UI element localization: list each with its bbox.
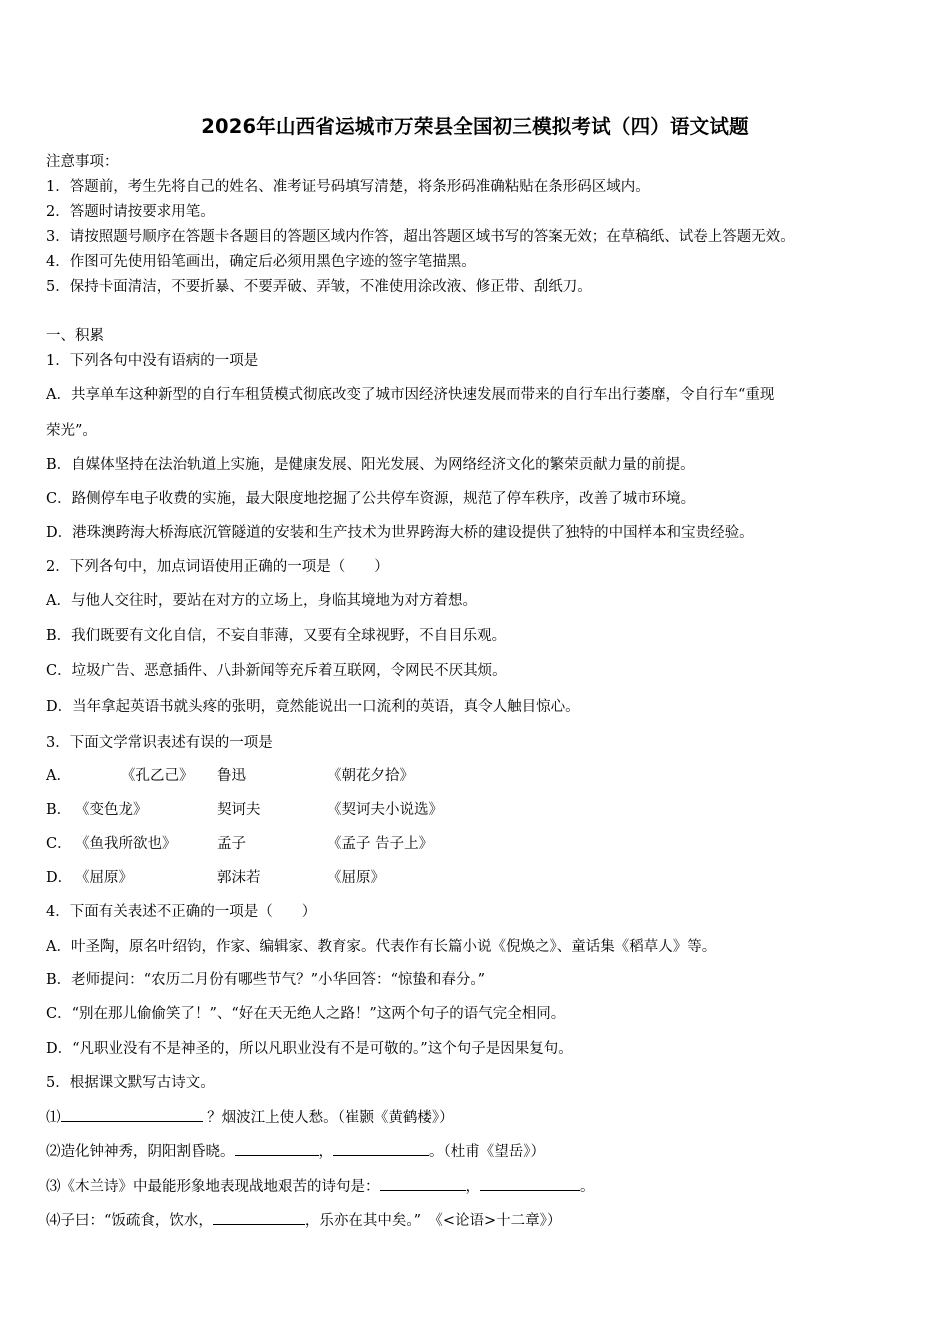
source-book: 《朝花夕拾》: [327, 768, 414, 784]
question-1-option-b: B．自媒体坚持在法治轨道上实施，是健康发展、阳光发展、为网络经济文化的繁荣贡献力量的前提。: [46, 457, 695, 473]
question-4-stem: 4．下面有关表述不正确的一项是（ ）: [46, 904, 317, 920]
question-1-option-a: A．共享单车这种新型的自行车租赁模式彻底改变了城市因经济快速发展而带来的自行车出行萎靡，令自行车“重现: [46, 387, 775, 403]
separator: ，: [318, 1144, 333, 1160]
question-1-option-c: C．路侧停车电子收费的实施，最大限度地挖掘了公共停车资源，规范了停车秩序，改善了城市环境。: [46, 491, 696, 507]
sub-number: ⑴: [46, 1110, 61, 1126]
question-5-sub-4: [46, 1209, 561, 1231]
author: 鲁迅: [217, 768, 246, 784]
work-title: 《孔乙己》: [121, 768, 194, 784]
notice-item: 4．作图可先使用铅笔画出，确定后必须用黑色字迹的签字笔描黑。: [46, 254, 476, 270]
question-5-sub-1: [46, 1106, 454, 1128]
question-5-stem: 5．根据课文默写古诗文。: [46, 1075, 215, 1091]
question-2-option-b: B．我们既要有文化自信，不妄自菲薄，又要有全球视野，不自目乐观。: [46, 628, 507, 644]
answer-blank[interactable]: [213, 1209, 305, 1225]
option-label: A．: [46, 768, 71, 784]
question-2-option-a: A．与他人交往时，要站在对方的立场上，身临其境地为对方着想。: [46, 593, 477, 609]
author: 契诃夫: [217, 802, 261, 818]
exam-title: 2026年山西省运城市万荣县全国初三模拟考试（四）语文试题: [201, 115, 749, 138]
notice-item: 5．保持卡面清洁，不要折暴、不要弄破、弄皱，不准使用涂改液、修正带、刮纸刀。: [46, 279, 592, 295]
answer-blank[interactable]: [380, 1175, 466, 1191]
question-3-option-c: [46, 834, 646, 854]
sub-text: ⑵造化钟神秀，阴阳割昏晓。: [46, 1144, 235, 1160]
question-3-option-d: [46, 868, 646, 888]
source-book: 《孟子 告子上》: [327, 836, 434, 852]
source-book: 《屈原》: [327, 870, 385, 886]
sub-text: 。（杜甫《望岳》）: [429, 1144, 545, 1160]
question-3-option-a: [46, 766, 646, 786]
question-1-option-d: D．港珠澳跨海大桥海底沉管隧道的安装和生产技术为世界跨海大桥的建设提供了独特的中国样本和宝贵经验。: [46, 525, 754, 541]
source-book: 《契诃夫小说选》: [327, 802, 443, 818]
sub-text: ⑶《木兰诗》中最能形象地表现战地艰苦的诗句是：: [46, 1179, 380, 1195]
sub-text: ，乐亦在其中矣。” 《<论语>十二章》）: [304, 1213, 562, 1229]
notice-item: 3．请按照题号顺序在答题卡各题目的答题区域内作答，超出答题区域书写的答案无效；在草稿纸、试卷上答题无效。: [46, 229, 795, 245]
section-heading: 一、积累: [46, 328, 104, 344]
question-1-option-a-cont: 荣光”。: [46, 423, 97, 439]
work-title: 《变色龙》: [75, 802, 148, 818]
question-4-option-b: B．老师提问：“农历二月份有哪些节气？”小华回答：“惊蛰和春分。”: [46, 972, 486, 988]
question-2-stem: 2．下列各句中，加点词语使用正确的一项是（ ）: [46, 559, 389, 575]
question-1-stem: 1．下列各句中没有语病的一项是: [46, 353, 259, 369]
answer-blank[interactable]: [235, 1140, 319, 1156]
question-5-sub-2: [46, 1140, 545, 1162]
notice-heading: 注意事项：: [46, 154, 119, 170]
question-4-option-d: D．“凡职业没有不是神圣的，所以凡职业没有不是可敬的。”这个句子是因果复句。: [46, 1041, 573, 1057]
question-5-sub-3: [46, 1175, 595, 1197]
sub-text: ？烟波江上使人愁。（崔颢《黄鹤楼》）: [207, 1110, 454, 1126]
question-3-stem: 3．下面文学常识表述有误的一项是: [46, 735, 273, 751]
answer-blank[interactable]: [333, 1140, 429, 1156]
notice-item: 1．答题前，考生先将自己的姓名、准考证号码填写清楚，将条形码准确粘贴在条形码区域内。: [46, 179, 650, 195]
option-label: C．: [46, 836, 72, 852]
question-2-option-c: C．垃圾广告、恶意插件、八卦新闻等充斥着互联网，令网民不厌其烦。: [46, 663, 507, 679]
question-2-option-d: D．当年拿起英语书就头疼的张明，竟然能说出一口流利的英语，真令人触目惊心。: [46, 699, 580, 715]
option-label: B．: [46, 802, 72, 818]
option-label: D．: [46, 870, 73, 886]
question-4-option-a: A．叶圣陶，原名叶绍钧，作家、编辑家、教育家。代表作有长篇小说《倪焕之》、童话集《稻草人》等。: [46, 939, 717, 955]
work-title: 《屈原》: [75, 870, 133, 886]
answer-blank[interactable]: [61, 1106, 203, 1122]
sub-text: ⑷子曰：“饭疏食，饮水，: [46, 1213, 213, 1229]
sub-text: 。: [580, 1179, 595, 1195]
work-title: 《鱼我所欲也》: [75, 836, 177, 852]
separator: ，: [465, 1179, 480, 1195]
question-3-option-b: [46, 800, 646, 820]
answer-blank[interactable]: [480, 1175, 580, 1191]
author: 郭沫若: [217, 870, 261, 886]
author: 孟子: [217, 836, 246, 852]
question-4-option-c: C．“别在那儿偷偷笑了！”、“好在天无绝人之路！”这两个句子的语气完全相同。: [46, 1006, 566, 1022]
notice-item: 2．答题时请按要求用笔。: [46, 204, 215, 220]
